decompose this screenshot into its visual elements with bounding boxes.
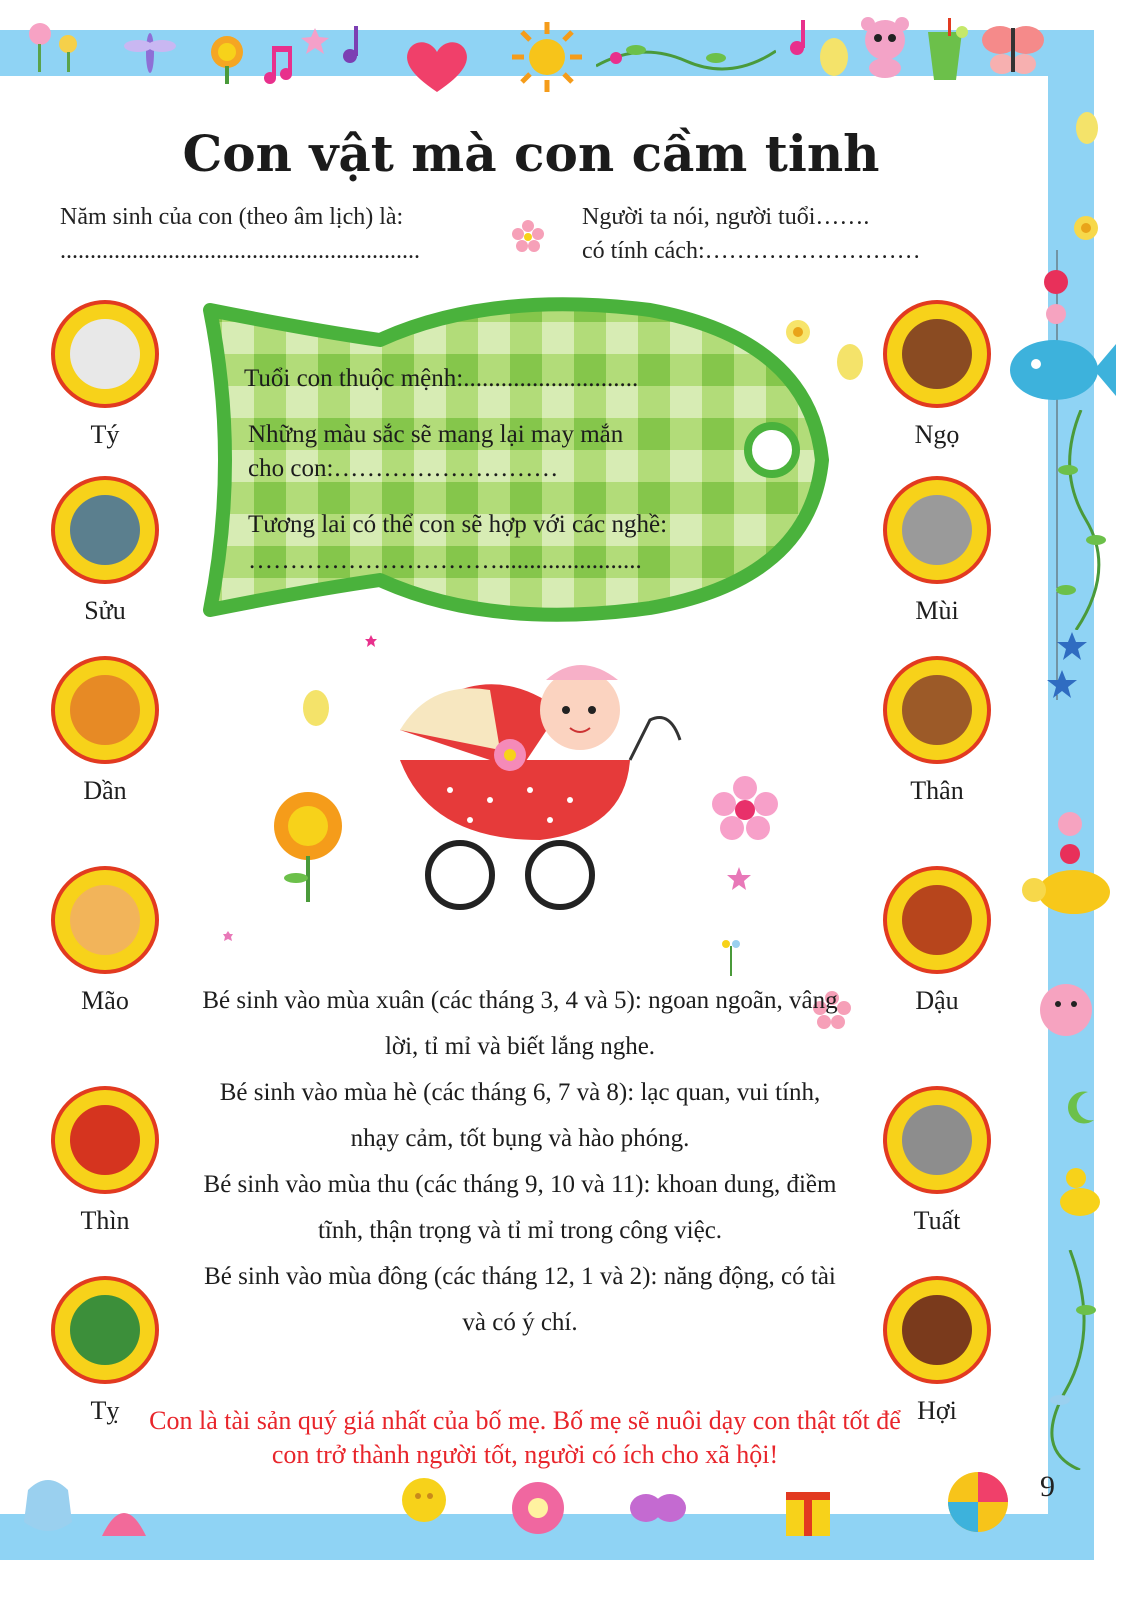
zodiac-dog bbox=[882, 1086, 992, 1236]
moon-icon bbox=[1060, 1088, 1100, 1128]
star-pink-icon bbox=[300, 26, 330, 56]
zodiac-label: Thìn bbox=[80, 1206, 130, 1235]
closing-message: Con là tài sản quý giá nhất của bố mẹ. Bố mẹ sẽ nuôi dạy con thật tốt để con trở thành người tốt, người có ích cho xã hội! bbox=[149, 1406, 901, 1469]
zodiac-label: Tuất bbox=[913, 1206, 961, 1235]
egg-dotted-2-icon bbox=[300, 688, 332, 728]
baby-stroller-icon bbox=[390, 650, 690, 920]
zodiac-dragon bbox=[50, 1086, 160, 1236]
dragon-icon bbox=[51, 1086, 159, 1194]
zodiac-goat bbox=[882, 476, 992, 626]
spring-description: Bé sinh vào mùa xuân (các tháng 3, 4 và 5): ngoan ngoãn, vâng lời, tỉ mỉ và biết lắng nghe. bbox=[202, 987, 838, 1060]
pink-bead-icon bbox=[1038, 268, 1074, 328]
pink-flower-icon bbox=[508, 1478, 568, 1538]
lucky-colors-line: Những màu sắc sẽ mang lại may mắn bbox=[248, 421, 624, 448]
snake-icon bbox=[51, 1276, 159, 1384]
zodiac-label: Sửu bbox=[84, 596, 126, 625]
vine-right-icon bbox=[1046, 410, 1116, 630]
egg-icon bbox=[818, 36, 850, 78]
cat-icon bbox=[51, 866, 159, 974]
lucky-colors-blank: cho con:……………………… bbox=[248, 455, 559, 482]
button-icon bbox=[398, 1474, 450, 1526]
buffalo-icon bbox=[51, 476, 159, 584]
zodiac-label: Tý bbox=[90, 420, 120, 449]
sunflower-face-icon bbox=[268, 786, 348, 906]
zodiac-label: Mão bbox=[81, 986, 129, 1015]
zodiac-label: Dần bbox=[83, 776, 127, 805]
personality-label: Người ta nói, người tuổi……. bbox=[582, 204, 870, 230]
dragonfly-icon bbox=[120, 28, 180, 78]
flower-pink-small-icon bbox=[510, 218, 546, 254]
monkey-icon bbox=[883, 656, 991, 764]
zodiac-label: Dậu bbox=[915, 986, 959, 1015]
teddy-bear-icon bbox=[858, 14, 912, 78]
zodiac-tiger bbox=[50, 656, 160, 806]
personality-blank: có tính cách:……………………… bbox=[582, 238, 921, 264]
chick-icon bbox=[1036, 980, 1096, 1040]
gift-box-icon bbox=[780, 1478, 836, 1538]
career-line: Tương lai có thể con sẽ hợp với các nghề: bbox=[248, 511, 668, 538]
zodiac-rooster bbox=[882, 866, 992, 1016]
zodiac-label: Tỵ bbox=[90, 1396, 120, 1425]
turtle-icon bbox=[1018, 860, 1118, 920]
birth-year-prompt bbox=[60, 200, 500, 268]
goat-icon bbox=[883, 476, 991, 584]
dog-icon bbox=[883, 1086, 991, 1194]
egg-yellow-icon bbox=[1074, 110, 1100, 146]
butterfly-purple-icon bbox=[628, 1486, 688, 1542]
pink-flower-medium-icon bbox=[712, 776, 778, 842]
birth-year-label: Năm sinh của con (theo âm lịch) là: bbox=[60, 204, 404, 230]
star-tiny-icon bbox=[364, 634, 378, 648]
page-title: Con vật mà con cầm tinh bbox=[182, 124, 880, 183]
zodiac-cat bbox=[50, 866, 160, 1016]
star-blue-icon bbox=[1056, 630, 1088, 662]
music-note-purple-icon bbox=[334, 22, 374, 66]
flower-small-icon bbox=[1068, 210, 1104, 246]
bib-icon bbox=[18, 1470, 78, 1540]
season-descriptions bbox=[200, 978, 840, 1346]
horse-icon bbox=[883, 300, 991, 408]
butterfly-icon bbox=[978, 14, 1048, 84]
autumn-description: Bé sinh vào mùa thu (các tháng 9, 10 và 11): khoan dung, điềm tĩnh, thận trọng và tỉ mỉ trong công việc. bbox=[203, 1171, 837, 1244]
sun-icon bbox=[510, 20, 584, 94]
beach-ball-icon bbox=[946, 1470, 1010, 1534]
tiger-icon bbox=[51, 656, 159, 764]
personality-prompt bbox=[582, 200, 1022, 268]
pig-icon bbox=[883, 1276, 991, 1384]
fish-toy-icon bbox=[1006, 330, 1116, 410]
element-line: Tuổi con thuộc mệnh:............................ bbox=[244, 365, 639, 392]
egg-dotted-icon bbox=[834, 342, 866, 382]
star-tiny-2-icon bbox=[222, 930, 234, 942]
vine-decoration-icon bbox=[596, 36, 776, 76]
music-note-pink-icon bbox=[258, 44, 302, 88]
rat-icon bbox=[51, 300, 159, 408]
heart-icon bbox=[402, 38, 472, 94]
zodiac-label: Mùi bbox=[915, 596, 959, 625]
zodiac-label: Ngọ bbox=[914, 420, 960, 449]
sprig-icon bbox=[716, 936, 746, 976]
zodiac-label: Hợi bbox=[917, 1396, 957, 1425]
flowers-decoration-icon bbox=[10, 14, 100, 74]
summer-description: Bé sinh vào mùa hè (các tháng 6, 7 và 8): lạc quan, vui tính, nhạy cảm, tốt bụng và hào phóng. bbox=[219, 1079, 821, 1152]
career-blank: …………………………....................... bbox=[248, 547, 642, 574]
birth-year-blank: ............................................................ bbox=[60, 238, 420, 264]
zodiac-monkey bbox=[882, 656, 992, 806]
vine-bottom-right-icon bbox=[1040, 1250, 1110, 1470]
page-number: 9 bbox=[1040, 1470, 1055, 1503]
rooster-icon bbox=[883, 866, 991, 974]
zodiac-buffalo bbox=[50, 476, 160, 626]
star-pink-small-icon bbox=[726, 866, 752, 892]
baby-hat-icon bbox=[96, 1490, 152, 1540]
sunflower-icon bbox=[205, 34, 249, 84]
winter-description: Bé sinh vào mùa đông (các tháng 12, 1 và 2): năng động, có tài và có ý chí. bbox=[204, 1263, 836, 1336]
drink-cup-icon bbox=[922, 18, 968, 82]
zodiac-horse bbox=[882, 300, 992, 450]
flower-yellow-small-icon bbox=[782, 316, 814, 348]
zodiac-label: Thân bbox=[910, 776, 964, 805]
star-blue-2-icon bbox=[1046, 668, 1078, 700]
duck-icon bbox=[1056, 1164, 1102, 1220]
zodiac-rat bbox=[50, 300, 160, 450]
music-note-icon bbox=[785, 16, 815, 60]
